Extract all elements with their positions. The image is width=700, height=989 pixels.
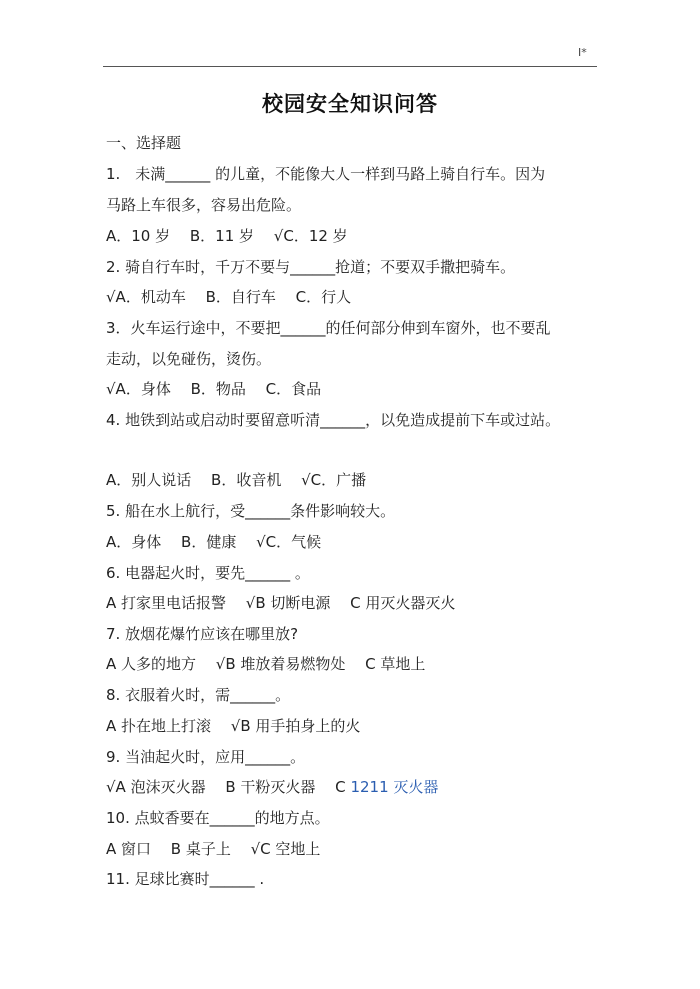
question-2: 2. 骑自行车时，千万不要与______抢道；不要双手撒把骑车。 [106,258,516,276]
question-2-options: √A．机动车 B．自行车 C．行人 [106,288,352,306]
question-1-line-2: 马路上车很多，容易出危险。 [106,196,302,214]
header-mark: I* [578,46,587,59]
question-8-options: A 扑在地上打滚 √B 用手拍身上的火 [106,717,361,735]
question-4: 4. 地铁到站或启动时要留意听清______，以免造成提前下车或过站。 [106,411,561,429]
question-7: 7. 放烟花爆竹应该在哪里放? [106,625,299,643]
question-9-options [106,776,438,797]
section-heading: 一、选择题 [106,134,182,152]
header-rule [103,66,597,67]
question-8: 8. 衣服着火时，需______。 [106,686,291,704]
question-6: 6. 电器起火时，要先______ 。 [106,564,310,582]
question-1-line-1: 1. 未满______ 的儿童，不能像大人一样到马路上骑自行车。因为 [106,165,546,183]
question-9: 9. 当油起火时，应用______。 [106,748,306,766]
question-5-options: A．身体 B．健康 √C．气候 [106,533,322,551]
question-10: 10. 点蚊香要在______的地方点。 [106,809,330,827]
question-4-options: A．别人说话 B．收音机 √C．广播 [106,471,367,489]
question-10-options: A 窗口 B 桌子上 √C 空地上 [106,840,321,858]
question-6-options: A 打家里电话报警 √B 切断电源 C 用灭火器灭火 [106,594,456,612]
question-7-options: A 人多的地方 √B 堆放着易燃物处 C 草地上 [106,655,426,673]
question-9-options-text: √A 泡沫灭火器 B 干粉灭火器 C [106,778,351,796]
question-3-line-1: 3．火车运行途中，不要把______的任何部分伸到车窗外，也不要乱 [106,319,551,337]
extinguisher-1211-link[interactable]: 1211 灭火器 [350,778,439,796]
question-3-options: √A．身体 B．物品 C．食品 [106,380,322,398]
question-3-line-2: 走动，以免碰伤，烫伤。 [106,350,272,368]
question-11: 11. 足球比赛时______ . [106,870,265,888]
question-5: 5. 船在水上航行，受______条件影响较大。 [106,502,396,520]
question-1-options: A．10 岁 B．11 岁 √C．12 岁 [106,227,348,245]
page-title: 校园安全知识问答 [262,92,438,116]
